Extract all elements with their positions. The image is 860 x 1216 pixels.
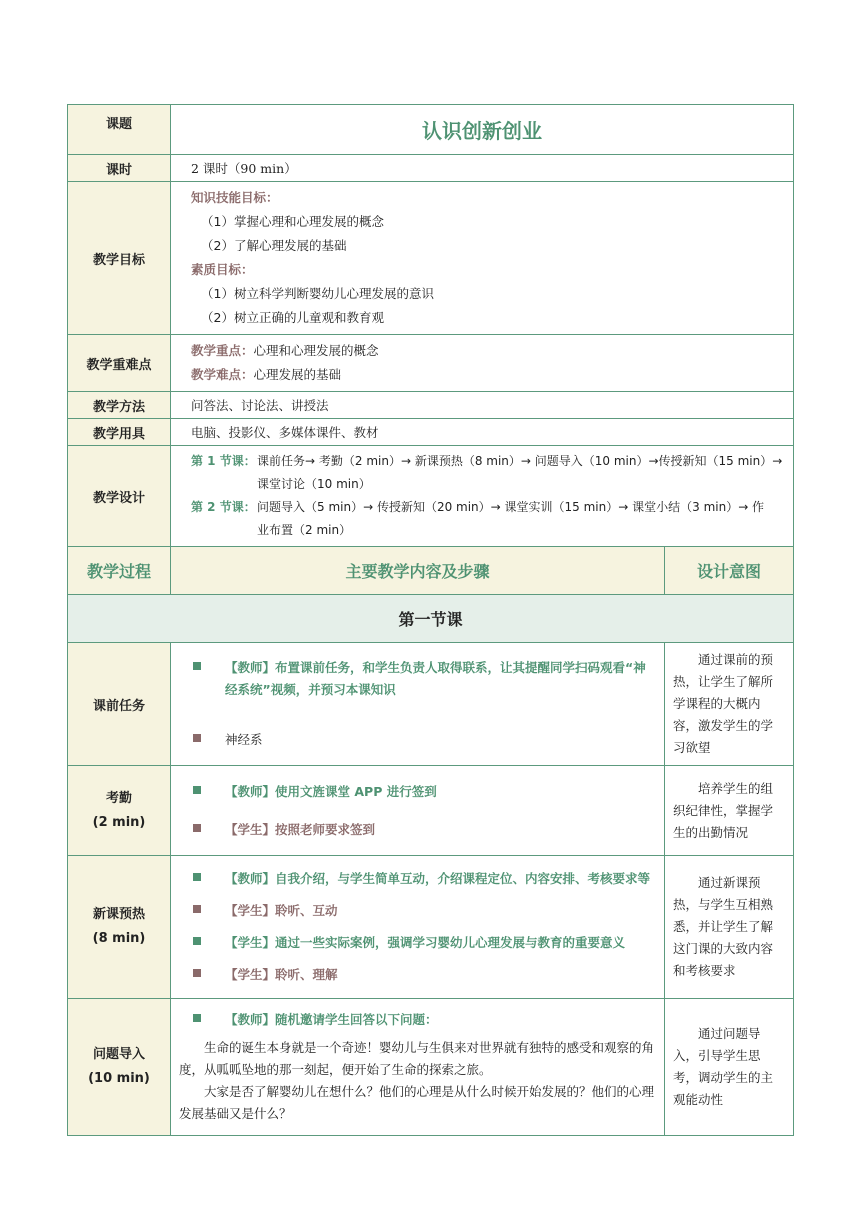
step-content: [171, 643, 665, 766]
design-content: [171, 446, 794, 547]
quality-heading: 素质目标：: [191, 262, 254, 277]
bullet-square-icon: [193, 1014, 201, 1022]
process-header-col3: 设计意图: [665, 547, 794, 595]
objectives-label: 教学目标: [68, 182, 171, 335]
process-header-col2: 主要教学内容及步骤: [171, 547, 665, 595]
objectives-content: [171, 182, 794, 335]
step-intent: 通过问题导入，引导学生思考，调动学生的主观能动性: [665, 999, 794, 1136]
list-item: 【学生】聆听、理解: [193, 964, 656, 986]
lesson2-key: 第 2 节课：: [191, 500, 256, 514]
bullet-square-icon: [193, 937, 201, 945]
bullet-square-icon: [193, 873, 201, 881]
step-intent: 培养学生的组织纪律性，掌握学生的出勤情况: [665, 766, 794, 856]
list-item: 【学生】按照老师要求签到: [193, 819, 656, 841]
step-intent: 通过课前的预热，让学生了解所学课程的大概内容，激发学生的学习欲望: [665, 643, 794, 766]
step-name: 新课预热 (8 min): [68, 856, 171, 999]
bullet-square-icon: [193, 662, 201, 670]
list-item: 【教师】随机邀请学生回答以下问题：: [193, 1009, 656, 1031]
topic-label: 课题: [68, 105, 171, 155]
step-name: 问题导入 (10 min): [68, 999, 171, 1136]
process-header-col1: 教学过程: [68, 547, 171, 595]
lesson1-line2: 课堂讨论（10 min）: [257, 477, 371, 491]
bullet-square-icon: [193, 734, 201, 742]
list-item: 【学生】聆听、互动: [193, 900, 656, 922]
lesson2-line1: 问题导入（5 min）→ 传授新知（20 min）→ 课堂实训（15 min）→ 课堂小结（3 min）→ 作: [257, 500, 765, 514]
list-item: 【教师】布置课前任务，和学生负责人取得联系，让其提醒同学扫码观看“神经系统”视频，并预习本课知识: [193, 657, 656, 701]
step-content: [171, 999, 665, 1136]
step-intent: 通过新课预热，与学生互相熟悉，并让学生了解这门课的大致内容和考核要求: [665, 856, 794, 999]
question-paragraph: 生命的诞生本身就是一个奇迹！婴幼儿与生俱来对世界就有独特的感受和观察的角度，从呱呱坠地的那一刻起，便开始了生命的探索之旅。: [179, 1040, 655, 1077]
list-item: 【学生】通过一些实际案例，强调学习婴幼儿心理发展与教育的重要意义: [193, 932, 656, 954]
bullet-square-icon: [193, 905, 201, 913]
knowledge-heading: 知识技能目标：: [191, 190, 279, 205]
difficulty-value: 心理发展的基础: [253, 367, 342, 382]
lesson1-line1: 课前任务→ 考勤（2 min）→ 新课预热（8 min）→ 问题导入（10 min）→传授新知（15 min）→: [257, 454, 783, 468]
design-label: 教学设计: [68, 446, 171, 547]
focus-key: 教学重点：: [191, 343, 254, 358]
quality-item: （2）树立正确的儿童观和教育观: [201, 310, 384, 325]
methods-label: 教学方法: [68, 392, 171, 419]
bullet-square-icon: [193, 824, 201, 832]
list-item: 神经系: [193, 729, 656, 751]
bullet-square-icon: [193, 969, 201, 977]
question-paragraph: 大家是否了解婴幼儿在想什么？他们的心理是从什么时候开始发展的？他们的心理发展基础又是什么？: [179, 1084, 655, 1121]
step-content: [171, 856, 665, 999]
knowledge-item: （2）了解心理发展的基础: [201, 238, 347, 253]
section-title: 第一节课: [68, 595, 794, 643]
step-name: 课前任务: [68, 643, 171, 766]
quality-item: （1）树立科学判断婴幼儿心理发展的意识: [201, 286, 434, 301]
lesson2-line2: 业布置（2 min）: [257, 523, 352, 537]
key-points-label: 教学重难点: [68, 335, 171, 392]
methods-value: 问答法、讨论法、讲授法: [171, 392, 794, 419]
tools-label: 教学用具: [68, 419, 171, 446]
knowledge-item: （1）掌握心理和心理发展的概念: [201, 214, 384, 229]
key-points-content: [171, 335, 794, 392]
difficulty-key: 教学难点：: [191, 367, 254, 382]
tools-value: 电脑、投影仪、多媒体课件、教材: [171, 419, 794, 446]
lesson-plan-table: [67, 104, 794, 1136]
topic-title: 认识创新创业: [171, 105, 794, 155]
bullet-square-icon: [193, 786, 201, 794]
step-content: [171, 766, 665, 856]
lesson1-key: 第 1 节课：: [191, 454, 256, 468]
hours-value: 2 课时（90 min）: [171, 155, 794, 182]
list-item: 【教师】自我介绍，与学生简单互动，介绍课程定位、内容安排、考核要求等: [193, 868, 656, 890]
hours-label: 课时: [68, 155, 171, 182]
list-item: 【教师】使用文旌课堂 APP 进行签到: [193, 781, 656, 803]
step-name: 考勤 (2 min): [68, 766, 171, 856]
focus-value: 心理和心理发展的概念: [253, 343, 379, 358]
